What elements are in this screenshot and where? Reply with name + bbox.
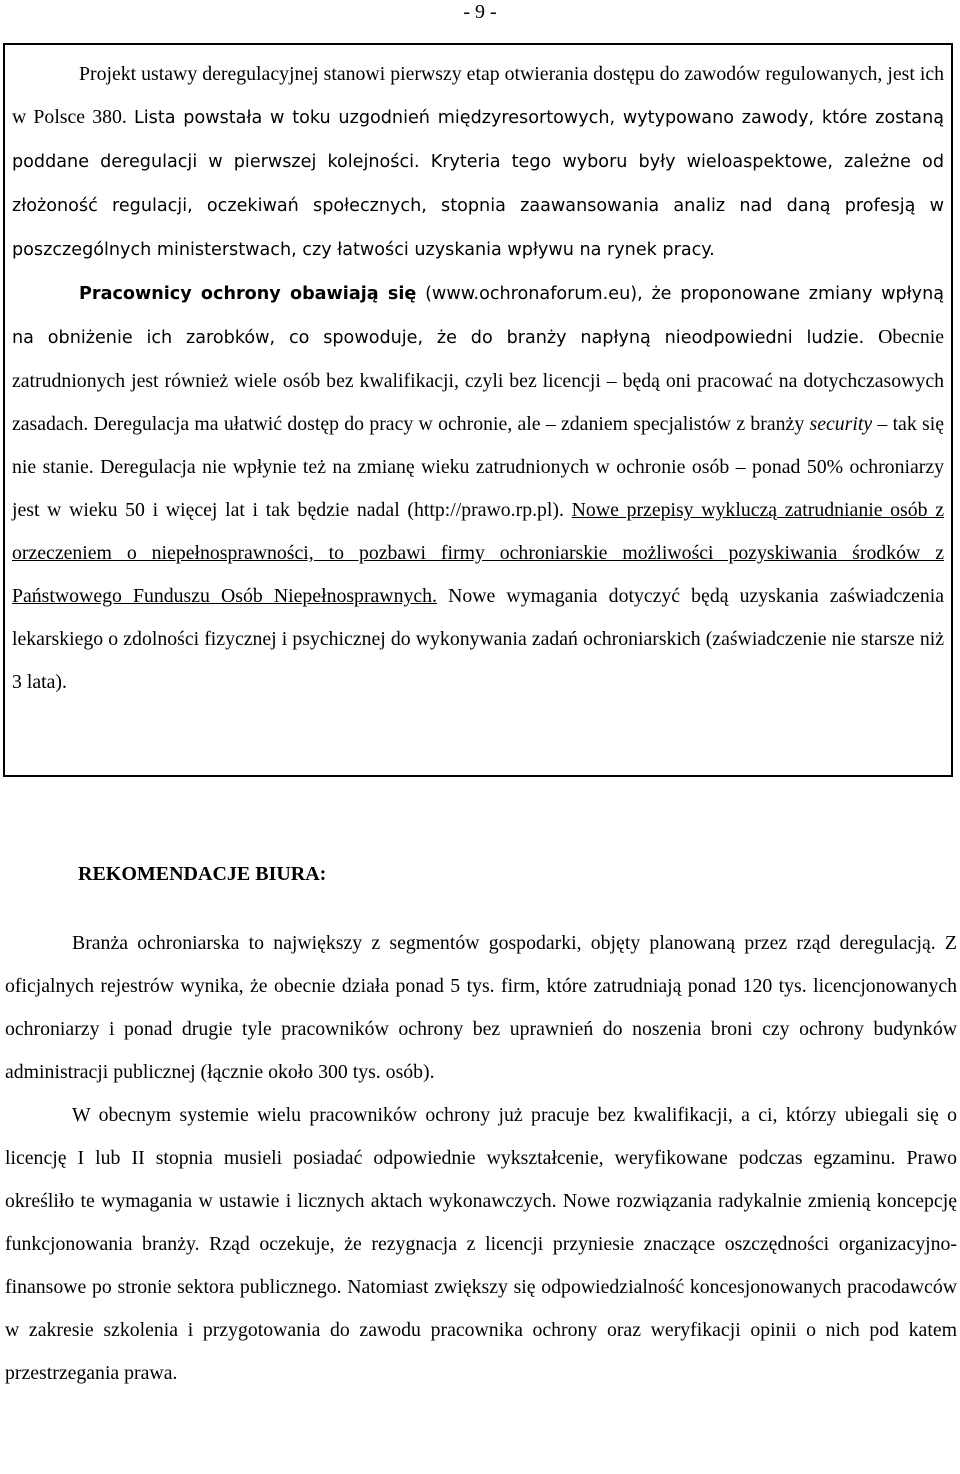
body-paragraph-1: Branża ochroniarska to największy z segmentów gospodarki, objęty planowaną przez rząd deregulacją. Z oficjalnych rejestrów wynika, że obecnie działa ponad 5 tys. firm, które zatrudniają ponad 120 tys. licencjonowanych ochroniarzy i ponad drugie tyle pracowników ochrony bez uprawnień do noszenia broni czy ochrony budynków administracji publicznej (łącznie około 300 tys. osób). <box>5 932 957 1083</box>
section-heading: REKOMENDACJE BIURA: <box>78 863 327 885</box>
box-paragraph-1 <box>12 53 944 272</box>
box-p1-serif: Projekt ustawy deregulacyjnej stanowi pierwszy etap otwierania dostępu do zawodów regulowanych, jest ich w Polsce 380. <box>12 63 944 128</box>
box-p2-text-4: Nowe wymagania dotyczyć będą uzyskania zaświadczenia lekarskiego o zdolności fizycznej i psychicznej do wykonywania zadań ochroniarskich (zaświadczenie nie starsze niż 3 lata). <box>12 585 944 693</box>
box-p2-underlined: Nowe przepisy wykluczą zatrudnianie osób z orzeczeniem o niepełnosprawności, to pozbawi firmy ochroniarskie możliwości pozyskiwania środków z Państwowego Funduszu Osób Niepełnosprawnych. <box>12 499 945 607</box>
boxed-note <box>3 43 953 777</box>
recommendations-body <box>5 922 957 1395</box>
box-p2-text-3: – tak się nie stanie. Deregulacja nie wpłynie też na zmianę wieku zatrudnionych w ochronie osób – ponad 50% ochroniarzy jest w wieku 50 i więcej lat i tak będzie nadal (http://prawo.rp.pl). <box>12 413 944 521</box>
box-paragraph-2 <box>12 272 944 704</box>
box-p2-text-1: (www.ochronaforum.eu), że proponowane zmiany wpłyną na obniżenie ich zarobków, co spowoduje, że do branży napłyną nieodpowiedni ludzie. <box>12 284 944 348</box>
page-number: - 9 - <box>463 1 497 23</box>
box-p1-sans: Lista powstała w toku uzgodnień międzyresortowych, wytypowano zawody, które zostaną poddane deregulacji w pierwszej kolejności. Kryteria tego wyboru były wieloaspektowe, zależne od złożoność regulacji, oczekiwań społecznych, stopnia zaawansowania analiz nad daną profesją w poszczególnych ministerstwach, czy łatwości uzyskania wpływu na rynek pracy. <box>12 108 944 260</box>
box-p2-bold-lead: Pracownicy ochrony obawiają się <box>79 284 417 304</box>
box-p2-text-2: Obecnie zatrudnionych jest również wiele osób bez kwalifikacji, czyli bez licencji – będą oni pracować na dotychczasowych zasadach. Deregulacja ma ułatwić dostęp do pracy w ochronie, ale – zdaniem specjalistów z branży <box>12 326 944 435</box>
body-paragraph-2: W obecnym systemie wielu pracowników ochrony już pracuje bez kwalifikacji, a ci, którzy ubiegali się o licencję I lub II stopnia musieli posiadać odpowiednie wykształcenie, weryfikowane podczas egzaminu. Prawo określiło te wymagania w ustawie i licznych aktach wykonawczych. Nowe rozwiązania radykalnie zmienią koncepcję funkcjonowania branży. Rząd oczekuje, że rezygnacja z licencji przyniesie znaczące oszczędności organizacyjno-finansowe po stronie sektora publicznego. Natomiast zwiększy się odpowiedzialność koncesjonowanych pracodawców w zakresie szkolenia i przygotowania do zawodu pracownika ochrony oraz weryfikacji opinii o nich pod katem przestrzegania prawa. <box>5 1104 957 1384</box>
box-p2-italic: security <box>809 413 873 435</box>
